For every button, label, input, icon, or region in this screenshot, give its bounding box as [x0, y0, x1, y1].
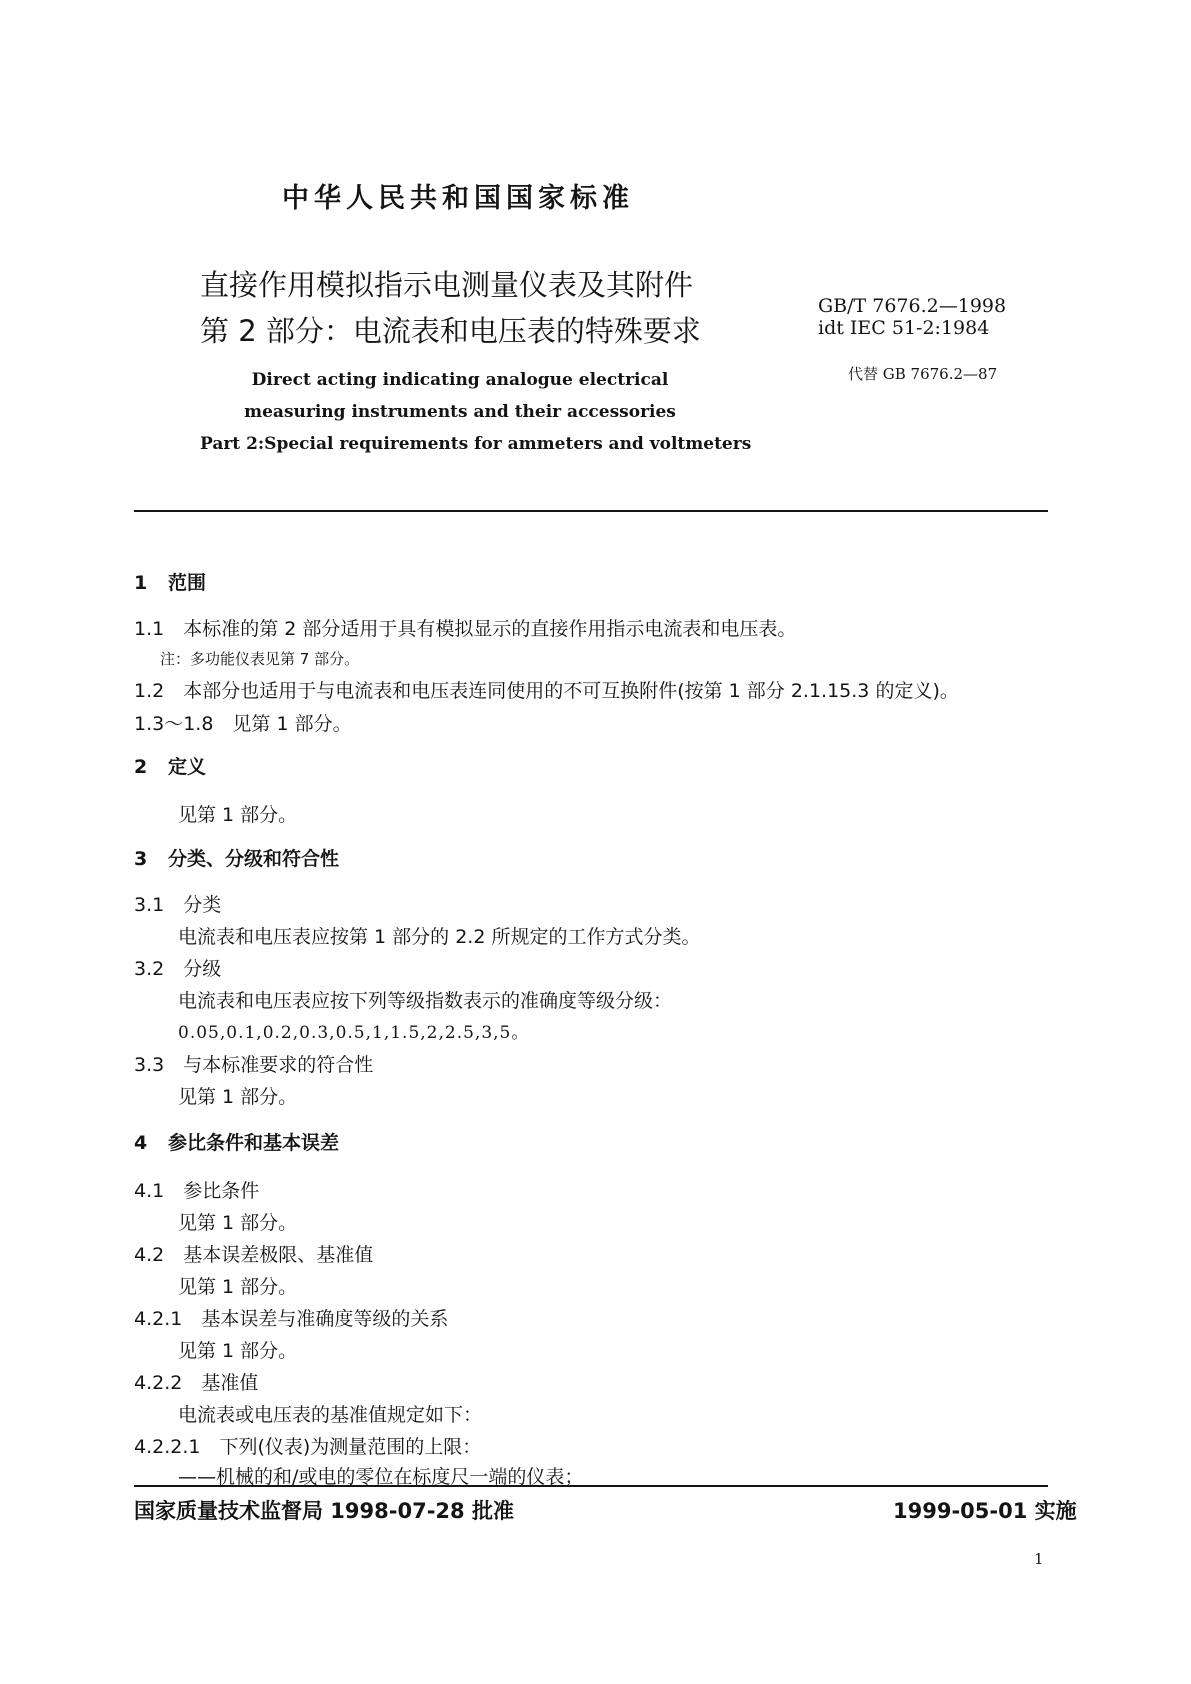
implementation-date: 1999-05-01 实施 — [893, 1499, 1077, 1523]
national-standard-heading: 中华人民共和国国家标准 — [282, 183, 634, 214]
footer-divider — [134, 1485, 1048, 1487]
section-title: 参比条件和基本误差 — [168, 1132, 340, 1154]
standard-code: GB/T 7676.2—1998 — [818, 295, 1007, 317]
section-number: 2 — [134, 756, 148, 778]
clause-4-2: 4.2 基本误差极限、基准值 — [134, 1244, 374, 1266]
title-cn-line2: 第 2 部分：电流表和电压表的特殊要求 — [200, 314, 701, 348]
section-number: 4 — [134, 1132, 148, 1154]
clause-4-1: 4.1 参比条件 — [134, 1180, 260, 1202]
clause-4-2-2: 4.2.2 基准值 — [134, 1372, 259, 1394]
clause-3-2: 3.2 分级 — [134, 958, 222, 980]
accuracy-class-values: 0.05,0.1,0.2,0.3,0.5,1,1.5,2,2.5,3,5。 — [178, 1023, 530, 1043]
header-divider — [134, 510, 1048, 512]
clause-1-1: 1.1 本标准的第 2 部分适用于具有模拟显示的直接作用指示电流表和电压表。 — [134, 618, 797, 640]
title-en-line1: Direct acting indicating analogue electrical — [251, 370, 669, 390]
clause-4-2-2-1: 4.2.2.1 下列(仪表)为测量范围的上限： — [134, 1436, 482, 1458]
clause-4-2-2-text: 电流表或电压表的基准值规定如下： — [178, 1404, 483, 1426]
title-en-line3: Part 2:Special requirements for ammeters and voltmeters — [200, 434, 752, 454]
section-3-heading — [134, 844, 339, 871]
section-number: 3 — [134, 848, 148, 870]
clause-1-2: 1.2 本部分也适用于与电流表和电压表连同使用的不可互换附件(按第 1 部分 2.1.15.3 的定义)。 — [134, 680, 959, 702]
title-cn-line1: 直接作用模拟指示电测量仪表及其附件 — [200, 268, 694, 302]
page-number: 1 — [1034, 1550, 1044, 1568]
section-title: 范围 — [168, 572, 207, 594]
clause-3-1-text: 电流表和电压表应按第 1 部分的 2.2 所规定的工作方式分类。 — [178, 926, 701, 948]
section-2-heading — [134, 752, 206, 779]
section-4-heading — [134, 1128, 339, 1155]
section-1-heading — [134, 568, 206, 595]
clause-4-2-text: 见第 1 部分。 — [178, 1276, 298, 1298]
idt-code: idt IEC 51-2:1984 — [818, 317, 990, 339]
clause-3-2-text: 电流表和电压表应按下列等级指数表示的准确度等级分级： — [178, 990, 673, 1012]
title-en-line2: measuring instruments and their accessories — [244, 402, 676, 422]
clause-3-3-text: 见第 1 部分。 — [178, 1086, 298, 1108]
clause-4-2-1: 4.2.1 基本误差与准确度等级的关系 — [134, 1308, 449, 1330]
clause-4-2-1-text: 见第 1 部分。 — [178, 1340, 298, 1362]
clause-1-3: 1.3～1.8 见第 1 部分。 — [134, 713, 352, 735]
replaces-note: 代替 GB 7676.2—87 — [848, 365, 998, 383]
approval-date: 国家质量技术监督局 1998-07-28 批准 — [134, 1499, 514, 1523]
clause-3-1: 3.1 分类 — [134, 894, 222, 916]
section-title: 分类、分级和符合性 — [168, 848, 340, 870]
section-title: 定义 — [168, 756, 207, 778]
clause-1-1-note: 注：多功能仪表见第 7 部分。 — [160, 650, 360, 668]
clause-3-3: 3.3 与本标准要求的符合性 — [134, 1054, 374, 1076]
clause-4-1-text: 见第 1 部分。 — [178, 1212, 298, 1234]
section-2-text: 见第 1 部分。 — [178, 804, 298, 826]
clause-4-2-2-1-item: ——机械的和/或电的零位在标度尺一端的仪表； — [178, 1466, 584, 1488]
section-number: 1 — [134, 572, 148, 594]
